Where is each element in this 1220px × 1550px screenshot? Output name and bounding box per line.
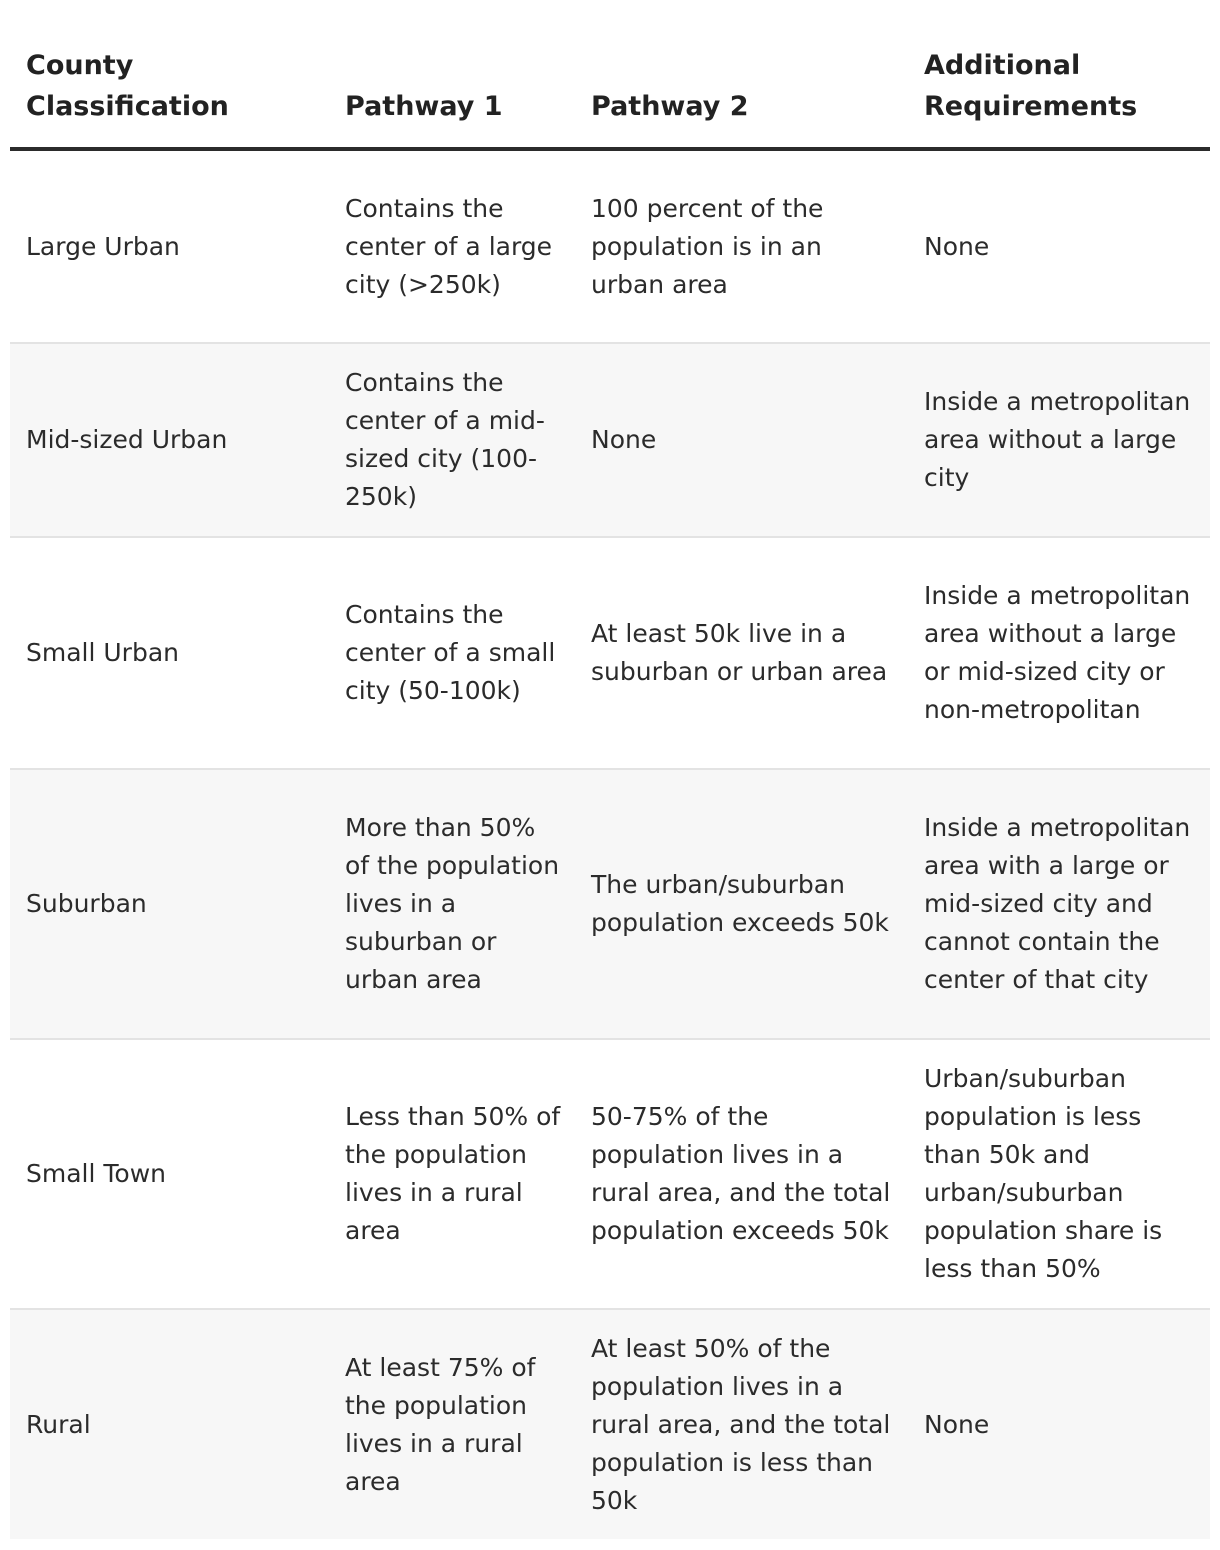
cell-pathway-2: The urban/suburban population exceeds 50k (575, 769, 908, 1039)
cell-classification: Suburban (10, 769, 329, 1039)
cell-additional-requirements: Inside a metropolitan area without a large or mid-sized city or non-metropolitan (908, 537, 1210, 769)
cell-pathway-1: More than 50% of the population lives in a suburban or urban area (329, 769, 575, 1039)
cell-pathway-2: 50-75% of the population lives in a rural area, and the total population exceeds 50k (575, 1039, 908, 1309)
cell-additional-requirements: Inside a metropolitan area with a large or mid-sized city and cannot contain the center of that city (908, 769, 1210, 1039)
table-row (10, 1309, 1210, 1539)
cell-pathway-2: 100 percent of the population is in an urban area (575, 149, 908, 343)
table-body (10, 149, 1210, 1539)
cell-classification: Rural (10, 1309, 329, 1539)
table-row (10, 343, 1210, 537)
cell-classification: Large Urban (10, 149, 329, 343)
table-row (10, 537, 1210, 769)
header-row (10, 0, 1210, 149)
header-county-classification: County Classification (10, 0, 329, 149)
header-pathway-2: Pathway 2 (575, 0, 908, 149)
table-row (10, 769, 1210, 1039)
header-additional-requirements: Additional Requirements (908, 0, 1210, 149)
cell-pathway-2: None (575, 343, 908, 537)
cell-pathway-1: Contains the center of a small city (50-100k) (329, 537, 575, 769)
table-row (10, 149, 1210, 343)
cell-additional-requirements: Inside a metropolitan area without a large city (908, 343, 1210, 537)
cell-classification: Small Town (10, 1039, 329, 1309)
cell-pathway-1: Less than 50% of the population lives in a rural area (329, 1039, 575, 1309)
cell-pathway-1: Contains the center of a mid-sized city (100-250k) (329, 343, 575, 537)
cell-additional-requirements: Urban/suburban population is less than 50k and urban/suburban population share is less than 50% (908, 1039, 1210, 1309)
cell-additional-requirements: None (908, 149, 1210, 343)
table-header (10, 0, 1210, 149)
cell-pathway-2: At least 50% of the population lives in a rural area, and the total population is less than 50k (575, 1309, 908, 1539)
cell-pathway-1: Contains the center of a large city (>250k) (329, 149, 575, 343)
cell-pathway-2: At least 50k live in a suburban or urban area (575, 537, 908, 769)
cell-pathway-1: At least 75% of the population lives in a rural area (329, 1309, 575, 1539)
cell-classification: Mid-sized Urban (10, 343, 329, 537)
table-container (10, 0, 1210, 1539)
cell-additional-requirements: None (908, 1309, 1210, 1539)
header-pathway-1: Pathway 1 (329, 0, 575, 149)
county-classification-table (10, 0, 1210, 1539)
cell-classification: Small Urban (10, 537, 329, 769)
table-row (10, 1039, 1210, 1309)
